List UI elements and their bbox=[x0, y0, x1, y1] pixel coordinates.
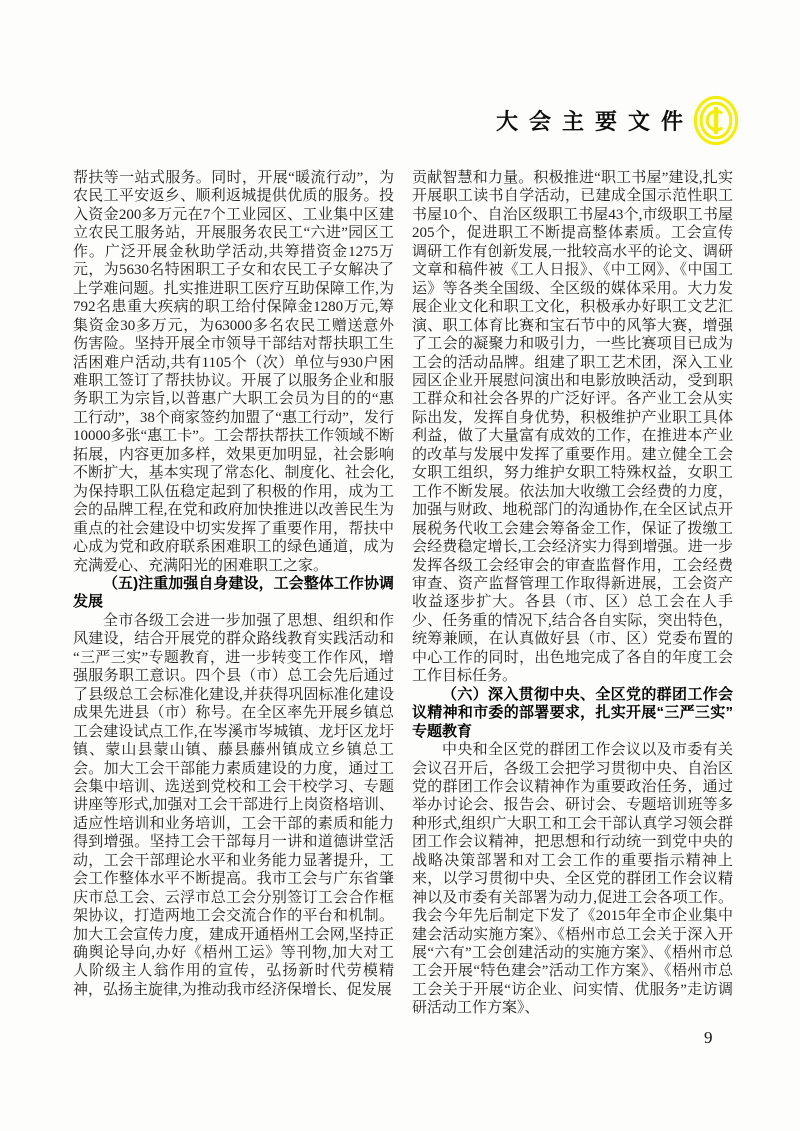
section-heading-six: （六）深入贯彻中央、全区党的群团工作会议精神和市委的部署要求，扎实开展“三严三实”专题教育 bbox=[412, 685, 733, 740]
right-paragraph-continued: 贡献智慧和力量。积极推进“职工书屋”建设,扎实开展职工读书自学活动，已建成全国示范性职工书屋10个、自治区级职工书屋43个,市级职工书屋205个，促进职工不断提高整体素质。工会宣传调研工作有创新发展,一批较高水平的论文、调研文章和稿件被《工人日报》、《中工网》、《中国工运》等各类全国级、全区级的媒体采用。大力发展企业文化和职工文化，积极承办好职工文艺汇演、职工体育比赛和宝石节中的风筝大赛，增强了工会的凝聚力和吸引力，一些比赛项目已成为工会的活动品牌。组建了职工艺术团，深入工业园区企业开展慰问演出和电影放映活动，受到职工群众和社会各界的广泛好评。各产业工会从实际出发，发挥自身优势，积极维护产业职工具体利益，做了大量富有成效的工作，在推进本产业的改革与发展中发挥了重要作用。建立健全工会女职工组织，努力维护女职工特殊权益，女职工工作不断发展。依法加大收缴工会经费的力度，加强与财政、地税部门的沟通协作,在全区试点开展税务代收工会建会筹备金工作，保证了拨缴工会经费稳定增长,工会经济实力得到增强。进一步发挥各级工会经审会的审查监督作用，工会经费审查、资产监督管理工作取得新进展，工会资产收益逐步扩大。各县（市、区）总工会在人手少、任务重的情况下,结合各自实际，突出特色，统筹兼顾，在认真做好县（市、区）党委布置的中心工作的同时，出色地完成了各自的年度工会工作目标任务。 bbox=[412, 170, 733, 685]
page-number: 9 bbox=[704, 1028, 713, 1047]
page-header bbox=[496, 94, 740, 147]
right-paragraph-body: 中央和全区党的群团工作会议以及市委有关会议召开后，各级工会把学习贯彻中央、自治区党的群团工作会议精神作为重要政治任务，通过举办讨论会、报告会、研讨会、专题培训班等多种形式,组织广大职工和工会干部认真学习领会群团工作会议精神，把思想和行动统一到党中央的战略决策部署和对工会工作的重要指示精神上来，以学习贯彻中央、全区党的群团工作会议精神以及市委有关部署为动力,促进工会各项工作。我会今年先后制定下发了《2015年全市企业集中建会活动实施方案》、《梧州市总工会关于深入开展“六有”工会创建活动的实施方案》、《梧州市总工会开展“特色建会”活动工作方案》、《梧州市总工会关于开展“访企业、问实情、优服务”走访调研活动工作方案》、 bbox=[412, 742, 733, 1017]
page-header-title: 大会主要文件 bbox=[495, 109, 694, 134]
left-paragraph-continued: 帮扶等一站式服务。同时，开展“暖流行动”，为农民工平安返乡、顺利返城提供优质的服务。投入资金200多万元在7个工业园区、工业集中区建立农民工服务站，开展服务农民工“六进”园区工作。广泛开展金秋助学活动,共筹措资金1275万元，为5630名特困职工子女和农民工子女解决了上学难问题。扎实推进职工医疗互助保障工作,为792名患重大疾病的职工给付保障金1280万元,筹集资金30多万元，为63000多名农民工赠送意外伤害险。坚持开展全市领导干部结对帮扶职工生活困难户活动,共有1105个（次）单位与930户困难职工签订了帮扶协议。开展了以服务企业和服务职工为宗旨,以普惠广大职工会员为目的的“惠工行动”，38个商家签约加盟了“惠工行动”，发行10000多张“惠工卡”。工会帮扶帮扶工作领域不断拓展，内容更加多样，效果更加明显，社会影响不断扩大，基本实现了常态化、制度化、社会化,为保持职工队伍稳定起到了积极的作用，成为工会的品牌工程,在党和政府加快推进以改善民生为重点的社会建设中切实发挥了重要作用，帮扶中心成为党和政府联系困难职工的绿色通道，成为充满爱心、充满阳光的困难职工之家。 bbox=[73, 170, 394, 574]
right-column bbox=[412, 169, 733, 1018]
trade-union-emblem-icon bbox=[692, 94, 740, 147]
section-heading-five: （五)注重加强自身建设，工会整体工作协调发展 bbox=[73, 574, 394, 611]
text-columns bbox=[73, 169, 733, 1018]
left-column bbox=[73, 169, 394, 1018]
left-paragraph-body: 全市各级工会进一步加强了思想、组织和作风建设，结合开展党的群众路线教育实践活动和“三严三实”专题教育，进一步转变工作作风，增强服务职工意识。四个县（市）总工会先后通过了县级总工会标准化建设,并获得巩固标准化建设成果先进县（市）称号。在全区率先开展乡镇总工会建设试点工作,在岑溪市岑城镇、龙圩区龙圩镇、蒙山县蒙山镇、藤县藤州镇成立乡镇总工会。加大工会干部能力素质建设的力度，通过工会集中培训、选送到党校和工会干校学习、专题讲座等形式,加强对工会干部进行上岗资格培训、适应性培训和业务培训，工会干部的素质和能力得到增强。坚持工会干部每月一讲和道德讲堂活动，工会干部理论水平和业务能力显著提升，工会工作整体水平不断提高。我市工会与广东省肇庆市总工会、云浮市总工会分别签订工会合作框架协议，打造两地工会交流合作的平台和机制。加大工会宣传力度，建成开通梧州工会网,坚持正确舆论导向,办好《梧州工运》等刊物,加大对工人阶级主人翁作用的宣传，弘扬新时代劳模精神，弘扬主旋律,为推动我市经济保增长、促发展 bbox=[73, 612, 394, 998]
